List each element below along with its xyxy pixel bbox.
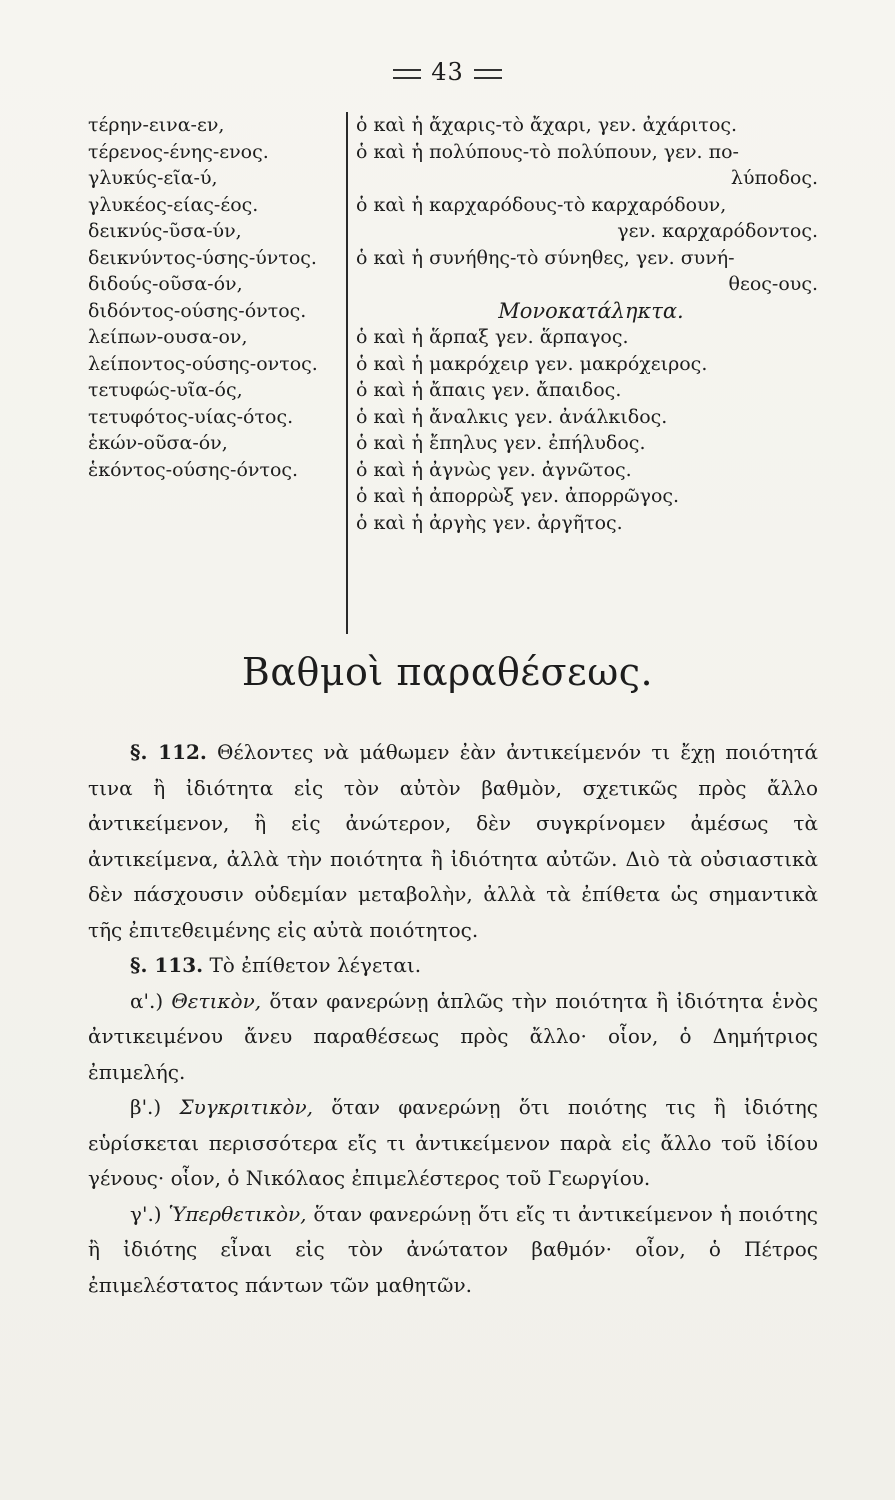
item-comparative [88, 1090, 818, 1197]
right-line-continuation: λύποδος. [730, 167, 818, 189]
right-line-continuation: γεν. καρχαρόδοντος. [617, 220, 818, 242]
item-term: Συγκριτικὸν, [179, 1095, 314, 1119]
ornament-right [474, 69, 502, 79]
right-line-continuation: θεος-ους. [728, 273, 818, 295]
left-line: δεικνύς-ῦσα-ύν, [88, 220, 242, 242]
right-line: ὁ καὶ ἡ ἄναλκις γεν. ἀνάλκιδος. [356, 405, 668, 428]
paragraph-text: Τὸ ἐπίθετον λέγεται. [209, 953, 422, 977]
right-line: ὁ καὶ ἡ ἅρπαξ γεν. ἅρπαγος. [356, 326, 629, 348]
left-line: δεικνύντος-ύσης-ύντος. [88, 246, 317, 269]
item-label: γ'.) [130, 1201, 162, 1226]
item-term: Θετικὸν, [171, 988, 262, 1013]
item-text: ὅταν φανερώνῃ ἁπλῶς τὴν ποιότητα ἢ ἰδιότητα ἑνὸς ἀντικειμένου ἄνευ παραθέσεως πρὸς ἄλλο· οἷον, ὁ Δημήτριος ἐπιμελής. [88, 988, 819, 1084]
right-line: ὁ καὶ ἡ ἔπηλυς γεν. ἐπήλυδος. [356, 432, 646, 454]
section-number: §. 113. [130, 953, 204, 977]
right-line: ὁ καὶ ἡ πολύπους-τὸ πολύπουν, γεν. πο- [356, 140, 739, 163]
paragraph-112 [88, 735, 818, 948]
paragraph-text: Θέλοντες νὰ μάθωμεν ἐὰν ἀντικείμενόν τι ἔχῃ ποιότητά τινα ἢ ἰδιότητα εἰς τὸν αὐτὸν βαθμὸν, σχετικῶς πρὸς ἄλλο ἀντικείμενον, ἢ εἰς ἀνώτερον, δὲν συγκρίνομεν ἀμέσως τὰ ἀντικείμενα, ἀλλὰ τὴν ποιότητα ἢ ἰδιότητα αὐτῶν. Διὸ τὰ οὐσιαστικὰ δὲν πάσχουσιν οὐδεμίαν μεταβολὴν, ἀλλὰ τὰ ἐπίθετα ὡς σημαντικὰ τῆς ἐπιτεθειμένης εἰς αὐτὰ ποιότητος. [88, 740, 819, 942]
section-title: Βαθμοὶ παραθέσεως. [241, 650, 654, 694]
left-line: διδούς-οῦσα-όν, [88, 273, 243, 295]
subheading-monokatalikta: Μονοκατάληκτα. [498, 298, 684, 323]
right-line: ὁ καὶ ἡ μακρόχειρ γεν. μακρόχειρος. [356, 352, 708, 375]
item-label: α'.) [130, 988, 164, 1013]
item-positive [88, 984, 818, 1091]
left-line: διδόντος-ούσης-όντος. [88, 299, 307, 322]
left-line: τέρενος-ένης-ενος. [88, 140, 269, 163]
right-line: ὁ καὶ ἡ καρχαρόδους-τὸ καρχαρόδουν, [356, 193, 727, 216]
left-line: λείπων-ουσα-ον, [88, 326, 248, 348]
body-text [88, 735, 818, 1303]
paragraph-113 [88, 948, 818, 984]
ornament-left [393, 69, 421, 79]
right-line: ὁ καὶ ἡ ἀγνὼς γεν. ἀγνῶτος. [356, 458, 632, 481]
item-superlative [88, 1197, 818, 1304]
right-line: ὁ καὶ ἡ συνήθης-τὸ σύνηθες, γεν. συνή- [356, 246, 735, 269]
left-line: γλυκύς-εῖα-ύ, [88, 167, 218, 189]
left-line: τετυφότος-υίας-ότος. [88, 405, 294, 428]
column-divider [346, 112, 348, 634]
item-text: ὅταν φανερώνῃ ὅτι ποιότης τις ἢ ἰδιότης εὑρίσκεται περισσότερα εἴς τι ἀντικείμενον παρὰ εἰς ἄλλο τοῦ ἰδίου γένους· οἷον, ὁ Νικόλαος ἐπιμελέστερος τοῦ Γεωργίου. [88, 1095, 818, 1190]
item-text: ὅταν φανερώνῃ ὅτι εἴς τι ἀντικείμενον ἡ ποιότης ἢ ἰδιότης εἶναι εἰς τὸν ἀνώτατον βαθμόν· οἷον, ὁ Πέτρος ἐπιμελέστατος πάντων τῶν μαθητῶν. [88, 1201, 819, 1297]
left-line: ἑκών-οῦσα-όν, [88, 432, 228, 454]
right-line: ὁ καὶ ἡ ἀπορρὼξ γεν. ἀπορρῶγος. [356, 485, 680, 507]
left-line: γλυκέος-είας-έος. [88, 193, 259, 216]
page-number-text: 43 [431, 58, 464, 86]
page-number [0, 58, 895, 86]
left-line: λείποντος-ούσης-οντος. [88, 352, 318, 375]
item-term: Ὑπερθετικὸν, [168, 1201, 307, 1226]
left-line: ἑκόντος-ούσης-όντος. [88, 458, 299, 481]
right-line: ὁ καὶ ἡ ἄπαις γεν. ἄπαιδος. [356, 379, 622, 401]
right-line: ὁ καὶ ἡ ἀργὴς γεν. ἀργῆτος. [356, 511, 623, 534]
section-number: §. 112. [130, 740, 207, 764]
item-label: β'.) [130, 1095, 162, 1119]
declension-lists [88, 112, 828, 637]
left-column [88, 112, 343, 483]
left-line: τέρην-εινα-εν, [88, 114, 225, 136]
right-line: ὁ καὶ ἡ ἄχαρις-τὸ ἄχαρι, γεν. ἀχάριτος. [356, 114, 738, 136]
right-column [356, 112, 826, 536]
left-line: τετυφώς-υῖα-ός, [88, 379, 243, 401]
